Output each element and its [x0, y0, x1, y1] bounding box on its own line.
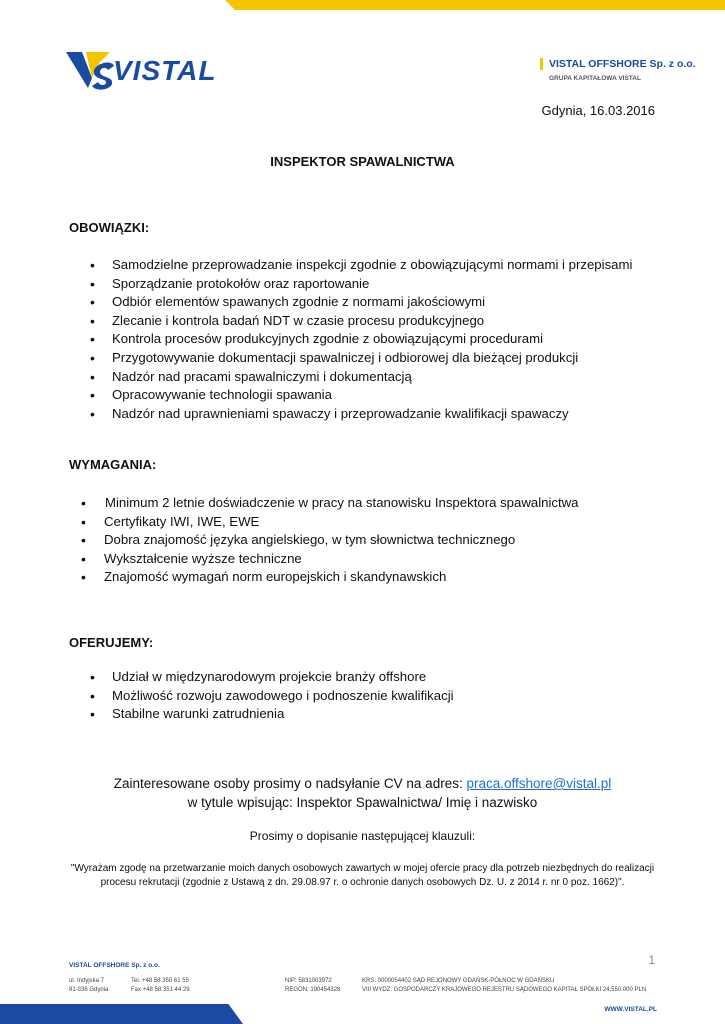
offer-heading: OFERUJEMY:: [69, 635, 154, 650]
company-group: GRUPA KAPITAŁOWA VISTAL: [549, 75, 641, 82]
company-name: VISTAL OFFSHORE Sp. z o.o.: [540, 58, 696, 70]
list-item: • Odbiór elementów spawanych zgodnie z normami jakościowymi: [88, 293, 632, 312]
list-item: • Zlecanie i kontrola badań NDT w czasie procesu produkcyjnego: [88, 312, 632, 331]
list-item: • Znajomość wymagań norm europejskich i skandynawskich: [79, 568, 579, 587]
requirements-list: [79, 494, 579, 587]
list-item: • Dobra znajomość języka angielskiego, w tym słownictwa technicznego: [79, 531, 579, 550]
requirements-heading: WYMAGANIA:: [69, 457, 157, 472]
list-item: • Możliwość rozwoju zawodowego i podnoszenie kwalifikacji: [88, 687, 454, 706]
list-item: • Opracowywanie technologii spawania: [88, 386, 632, 405]
footer-krs: KRS: 0000054402 SĄD REJONOWY GDAŃSK-PÓŁNOC W GDAŃSKU: [362, 978, 555, 984]
bottom-accent-bar: [0, 1004, 243, 1024]
footer-court: VIII WYDZ. GOSPODARCZY KRAJOWEGO REJESTRU SĄDOWEGO KAPITAŁ SPÓŁKI 24.550.000 PLN: [362, 987, 647, 993]
list-item: • Minimum 2 letnie doświadczenie w pracy na stanowisku Inspektora spawalnictwa: [79, 494, 579, 513]
duties-heading: OBOWIĄZKI:: [69, 220, 150, 235]
footer-website[interactable]: WWW.VISTAL.PL: [604, 1006, 657, 1013]
footer-nip: NIP: 5831003972: [285, 978, 332, 984]
footer-address-line: 81-336 Gdynia: [69, 987, 109, 993]
footer-address: [69, 977, 108, 995]
page-number: 1: [648, 953, 655, 967]
footer-registry: [362, 977, 646, 995]
list-item: • Nadzór nad uprawnieniami spawaczy i przeprowadzanie kwalifikacji spawaczy: [88, 405, 632, 424]
list-item: • Wykształcenie wyższe techniczne: [79, 550, 579, 569]
list-item: • Przygotowywanie dokumentacji spawalniczej i odbiorowej dla bieżącej produkcji: [88, 349, 632, 368]
footer-regon: REGON: 190454328: [285, 987, 341, 993]
list-item: • Sporządzanie protokołów oraz raportowanie: [88, 275, 632, 294]
footer-phone: [131, 977, 190, 995]
list-item: • Certyfikaty IWI, IWE, EWE: [79, 513, 579, 532]
footer-tel: Tel. +48 58 350 61 55: [131, 978, 189, 984]
application-text: Zainteresowane osoby prosimy o nadsyłanie CV na adres:: [113, 776, 467, 791]
clause-line: "Wyrażam zgodę na przetwarzanie moich danych osobowych zawartych w mojej ofercie pracy dla potrzeb niezbędnych do realizacji: [70, 863, 655, 874]
list-item: • Stabilne warunki zatrudnienia: [88, 705, 454, 724]
offer-list: [88, 668, 454, 724]
consent-clause: [0, 862, 725, 890]
company-header: [540, 58, 696, 82]
email-link[interactable]: praca.offshore@vistal.pl: [466, 776, 612, 791]
document-title: INSPEKTOR SPAWALNICTWA: [270, 154, 455, 169]
application-instructions: [0, 776, 725, 791]
list-item: • Samodzielne przeprowadzanie inspekcji zgodnie z obowiązującymi normami i przepisami: [88, 256, 632, 275]
document-date: Gdynia, 16.03.2016: [541, 103, 655, 118]
list-item: • Udział w międzynarodowym projekcie branży offshore: [88, 668, 454, 687]
logo-wordmark: VISTAL: [113, 55, 217, 86]
list-item: • Nadzór nad pracami spawalniczymi i dokumentacją: [88, 368, 632, 387]
footer-fax: Fax +48 58 351 44 29: [131, 987, 190, 993]
footer-ids: [285, 977, 340, 995]
clause-line: procesu rekrutacji (zgodnie z Ustawą z dn. 29.08.97 r. o ochronie danych osobowych Dz. U. z 2014 r. nr 0 poz. 1662)".: [100, 877, 625, 888]
footer-address-line: ul. Indyjska 7: [69, 978, 105, 984]
list-item: • Kontrola procesów produkcyjnych zgodnie z obowiązującymi procedurami: [88, 330, 632, 349]
footer-company: VISTAL OFFSHORE Sp. z o.o.: [69, 962, 160, 969]
application-subject: w tytule wpisując: Inspektor Spawalnictwa/ Imię i nazwisko: [187, 795, 538, 810]
duties-list: [88, 256, 632, 423]
clause-request: Prosimy o dopisanie następującej klauzuli:: [249, 829, 476, 843]
top-accent-bar: [225, 0, 725, 10]
